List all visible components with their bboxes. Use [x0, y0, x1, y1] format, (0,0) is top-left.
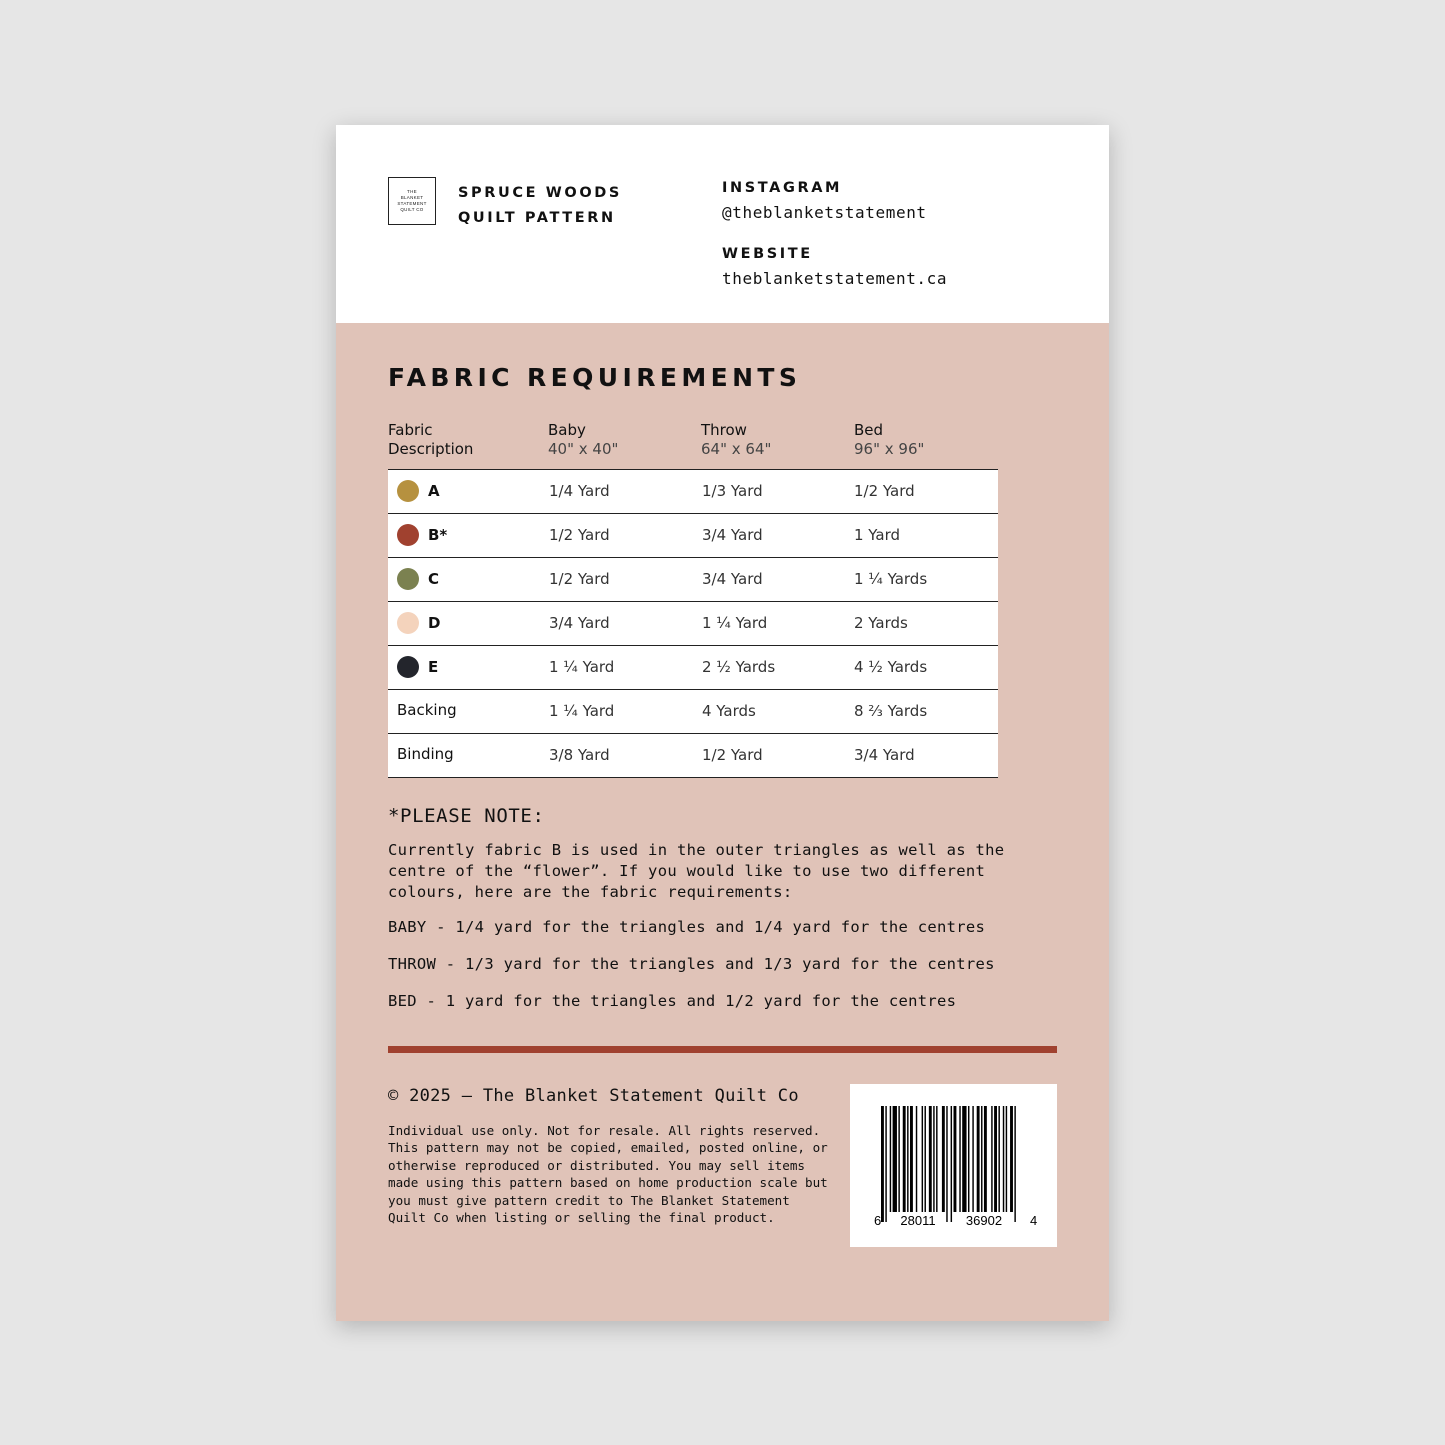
logo-wordmark: THE BLANKET STATEMENT QUILT CO — [397, 189, 427, 212]
barcode-graphic — [850, 1084, 1057, 1247]
fabric-label: Binding — [397, 745, 454, 763]
throw-amount: 2 ½ Yards — [702, 658, 776, 676]
barcode-bar — [903, 1106, 906, 1212]
pattern-name-line1: SPRUCE WOODS — [458, 185, 622, 201]
barcode-bar — [998, 1106, 999, 1212]
baby-amount: 1 ¼ Yard — [549, 702, 615, 720]
barcode-bar — [1014, 1106, 1015, 1222]
barcode-bar — [962, 1106, 966, 1212]
throw-amount: 3/4 Yard — [702, 570, 763, 588]
barcode-bar — [890, 1106, 891, 1212]
legal-notice: Individual use only. Not for resale. All rights reserved. This pattern may not be copied, emailed, posted online, or otherwise reproduced or distributed. You may sell items made using this pattern based on home production scale but you must give pattern credit to The Blanket Statement Quilt Co when listing or selling the final product. — [388, 1123, 828, 1226]
fabric-label: D — [428, 614, 441, 632]
barcode-bar — [977, 1106, 980, 1212]
baby-amount: 3/8 Yard — [549, 746, 610, 764]
barcode-bar — [885, 1106, 886, 1222]
bed-amount: 1 ¼ Yards — [854, 570, 928, 588]
barcode-bar — [916, 1106, 917, 1212]
fabric-swatch-a — [397, 480, 419, 502]
barcode-digit-check: 4 — [1030, 1213, 1038, 1228]
table-row — [388, 514, 998, 558]
bed-amount: 1/2 Yard — [854, 482, 915, 500]
barcode-bar — [951, 1106, 952, 1222]
website-label: WEBSITE — [722, 246, 813, 262]
note-baby: BABY - 1/4 yard for the triangles and 1/4 yard for the centres — [388, 918, 986, 936]
fabric-swatch-b — [397, 524, 419, 546]
fabric-label: C — [428, 570, 440, 588]
throw-amount: 4 Yards — [702, 702, 756, 720]
bed-amount: 8 ⅔ Yards — [854, 702, 928, 720]
barcode-bar — [910, 1106, 913, 1212]
barcode-bar — [991, 1106, 992, 1212]
table-row — [388, 646, 998, 690]
baby-amount: 1/2 Yard — [549, 570, 610, 588]
bed-amount: 3/4 Yard — [854, 746, 915, 764]
column-header-baby: Baby 40" x 40" — [548, 421, 619, 458]
barcode-bar — [954, 1106, 957, 1212]
barcode-bar — [929, 1106, 932, 1212]
table-row — [388, 558, 998, 602]
bed-amount: 4 ½ Yards — [854, 658, 928, 676]
column-header-fabric: Fabric Description — [388, 421, 474, 458]
throw-amount: 1/2 Yard — [702, 746, 763, 764]
fabric-label: E — [428, 658, 439, 676]
throw-amount: 1 ¼ Yard — [702, 614, 768, 632]
bed-amount: 2 Yards — [854, 614, 908, 632]
barcode-bar — [893, 1106, 897, 1212]
fabric-swatch-c — [397, 568, 419, 590]
fabric-requirements-title: FABRIC REQUIREMENTS — [388, 363, 802, 392]
barcode-digit-lead: 6 — [874, 1213, 882, 1228]
note-throw: THROW - 1/3 yard for the triangles and 1/3 yard for the centres — [388, 955, 995, 973]
barcode-bar — [898, 1106, 899, 1212]
note-title: *PLEASE NOTE: — [388, 805, 545, 827]
barcode-digits-right: 36902 — [965, 1213, 1003, 1228]
fabric-table — [388, 469, 998, 778]
note-bed: BED - 1 yard for the triangles and 1/2 yard for the centres — [388, 992, 957, 1010]
barcode-bar — [922, 1106, 923, 1212]
copyright: © 2025 – The Blanket Statement Quilt Co — [388, 1086, 799, 1106]
column-header-bed: Bed 96" x 96" — [854, 421, 925, 458]
barcode-bar — [925, 1106, 926, 1212]
barcode-digits-left: 28011 — [900, 1213, 936, 1228]
barcode-bar — [946, 1106, 947, 1222]
barcode-bar — [1010, 1106, 1013, 1212]
baby-amount: 3/4 Yard — [549, 614, 610, 632]
barcode-bar — [981, 1106, 982, 1212]
baby-amount: 1/2 Yard — [549, 526, 610, 544]
barcode-bar — [1006, 1106, 1007, 1212]
section-divider — [388, 1046, 1057, 1053]
table-row — [388, 470, 998, 514]
fabric-swatch-d — [397, 612, 419, 634]
fabric-label: B* — [428, 526, 448, 544]
instagram-label: INSTAGRAM — [722, 180, 843, 196]
barcode-bar — [968, 1106, 969, 1212]
barcode-bar — [942, 1106, 945, 1212]
fabric-label: Backing — [397, 701, 457, 719]
note-body: Currently fabric B is used in the outer triangles as well as the centre of the “flower”. If you would like to use two different colours, here are the fabric requirements: — [388, 841, 1005, 901]
pattern-back-cover — [336, 125, 1109, 1321]
instagram-handle: @theblanketstatement — [722, 203, 927, 222]
website-url: theblanketstatement.ca — [722, 269, 948, 288]
barcode-bar — [933, 1106, 934, 1212]
barcode-bar — [994, 1106, 997, 1212]
throw-amount: 3/4 Yard — [702, 526, 763, 544]
column-header-throw: Throw 64" x 64" — [701, 421, 772, 458]
table-row — [388, 690, 998, 734]
table-row — [388, 602, 998, 646]
barcode-bar — [959, 1106, 960, 1212]
header-panel — [336, 125, 1109, 323]
fabric-label: A — [428, 482, 440, 500]
baby-amount: 1 ¼ Yard — [549, 658, 615, 676]
bed-amount: 1 Yard — [854, 526, 901, 544]
pattern-name-line2: QUILT PATTERN — [458, 210, 616, 226]
table-row — [388, 734, 998, 778]
barcode-bar — [936, 1106, 937, 1212]
barcode-bar — [1003, 1106, 1004, 1212]
brand-logo — [388, 177, 436, 225]
barcode-bar — [881, 1106, 884, 1222]
barcode-bar — [984, 1106, 987, 1212]
barcode-bar — [972, 1106, 973, 1212]
throw-amount: 1/3 Yard — [702, 482, 763, 500]
barcode — [850, 1084, 1057, 1247]
pattern-name — [458, 181, 622, 231]
fabric-swatch-e — [397, 656, 419, 678]
baby-amount: 1/4 Yard — [549, 482, 610, 500]
barcode-bar — [907, 1106, 908, 1212]
